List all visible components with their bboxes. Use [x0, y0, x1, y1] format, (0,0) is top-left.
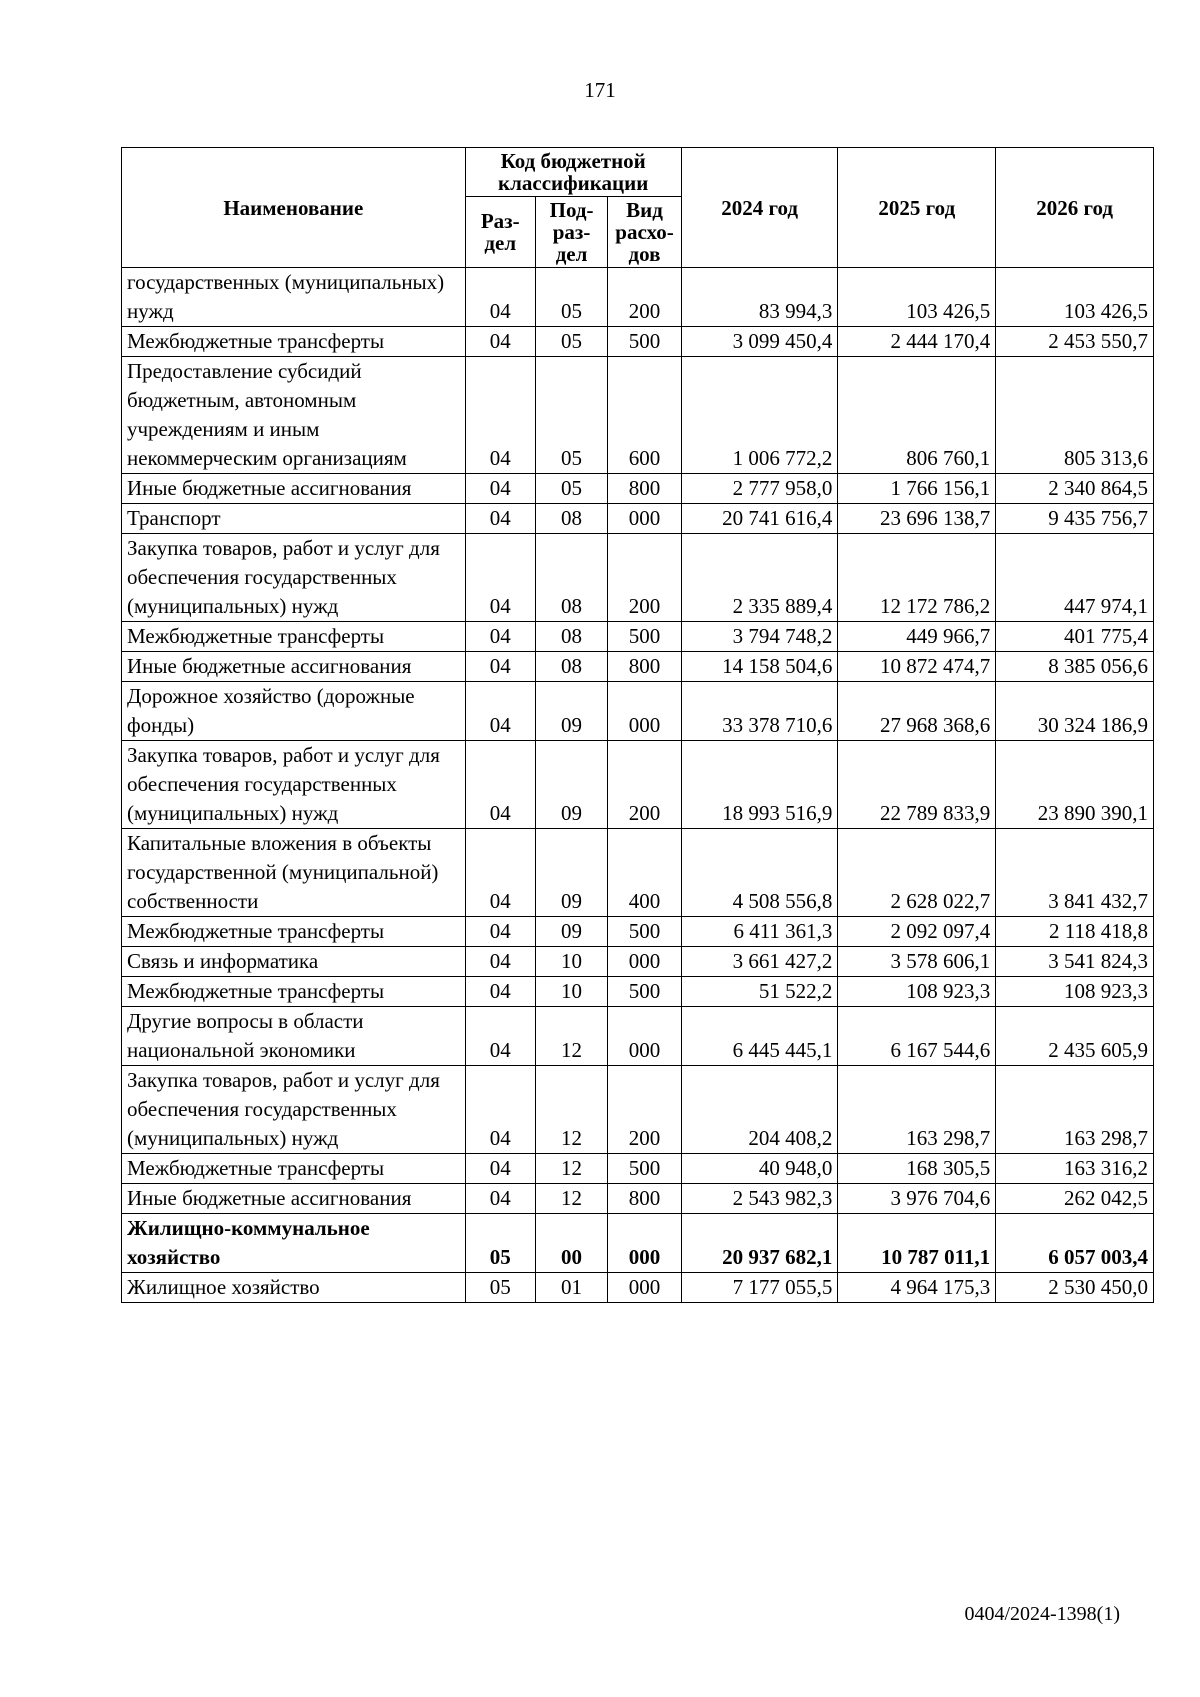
- cell-2024: 2 543 982,3: [681, 1184, 838, 1214]
- cell-2025: 23 696 138,7: [838, 504, 996, 534]
- cell-2026: 2 340 864,5: [996, 474, 1154, 504]
- budget-table: [121, 147, 1154, 1303]
- cell-2025: 103 426,5: [838, 268, 996, 327]
- table-body: [122, 268, 1154, 1303]
- table-row: [122, 327, 1154, 357]
- cell-name: Закупка товаров, работ и услуг для обеспечения государственных (муниципальных) нужд: [122, 741, 466, 829]
- cell-name: Межбюджетные трансферты: [122, 977, 466, 1007]
- cell-name: Транспорт: [122, 504, 466, 534]
- cell-razdel: 04: [465, 1066, 535, 1154]
- cell-2026: 2 435 605,9: [996, 1007, 1154, 1066]
- cell-vid: 500: [608, 917, 682, 947]
- cell-podrazdel: 09: [535, 829, 607, 917]
- cell-name: Закупка товаров, работ и услуг для обеспечения государственных (муниципальных) нужд: [122, 534, 466, 622]
- cell-podrazdel: 05: [535, 474, 607, 504]
- cell-podrazdel: 08: [535, 534, 607, 622]
- cell-2025: 22 789 833,9: [838, 741, 996, 829]
- cell-razdel: 04: [465, 652, 535, 682]
- cell-2026: 9 435 756,7: [996, 504, 1154, 534]
- cell-2024: 1 006 772,2: [681, 357, 838, 474]
- table-row: [122, 1066, 1154, 1154]
- table-row: [122, 534, 1154, 622]
- cell-2026: 447 974,1: [996, 534, 1154, 622]
- cell-name: Предоставление субсидий бюджетным, автономным учреждениям и иным некоммерческим организациям: [122, 357, 466, 474]
- cell-razdel: 04: [465, 682, 535, 741]
- page-number: 171: [584, 78, 616, 102]
- header-2025: 2025 год: [838, 148, 996, 268]
- cell-podrazdel: 05: [535, 327, 607, 357]
- table-header: [122, 148, 1154, 268]
- cell-vid: 800: [608, 474, 682, 504]
- cell-vid: 200: [608, 268, 682, 327]
- cell-razdel: 04: [465, 917, 535, 947]
- cell-2026: 2 453 550,7: [996, 327, 1154, 357]
- cell-razdel: 05: [465, 1214, 535, 1273]
- table-row: [122, 1273, 1154, 1303]
- cell-razdel: 04: [465, 741, 535, 829]
- table-row: [122, 268, 1154, 327]
- cell-2025: 3 578 606,1: [838, 947, 996, 977]
- cell-2025: 806 760,1: [838, 357, 996, 474]
- cell-podrazdel: 10: [535, 977, 607, 1007]
- document-id: 0404/2024-1398(1): [964, 1603, 1120, 1625]
- table-row: [122, 1214, 1154, 1273]
- cell-podrazdel: 08: [535, 622, 607, 652]
- cell-2026: 163 316,2: [996, 1154, 1154, 1184]
- cell-2024: 7 177 055,5: [681, 1273, 838, 1303]
- cell-vid: 800: [608, 1184, 682, 1214]
- cell-vid: 000: [608, 682, 682, 741]
- cell-name: Иные бюджетные ассигнования: [122, 474, 466, 504]
- cell-vid: 500: [608, 977, 682, 1007]
- cell-name: Иные бюджетные ассигнования: [122, 652, 466, 682]
- cell-2026: 163 298,7: [996, 1066, 1154, 1154]
- cell-2024: 4 508 556,8: [681, 829, 838, 917]
- cell-razdel: 05: [465, 1273, 535, 1303]
- table-row: [122, 652, 1154, 682]
- cell-2024: 3 661 427,2: [681, 947, 838, 977]
- header-name: Наименование: [122, 148, 466, 268]
- cell-2024: 6 445 445,1: [681, 1007, 838, 1066]
- cell-podrazdel: 09: [535, 682, 607, 741]
- cell-name: Межбюджетные трансферты: [122, 622, 466, 652]
- header-vid: Вид расхо-дов: [608, 197, 682, 268]
- cell-podrazdel: 09: [535, 917, 607, 947]
- cell-2025: 27 968 368,6: [838, 682, 996, 741]
- cell-vid: 500: [608, 622, 682, 652]
- cell-vid: 200: [608, 741, 682, 829]
- cell-2026: 108 923,3: [996, 977, 1154, 1007]
- table-row: [122, 977, 1154, 1007]
- cell-podrazdel: 12: [535, 1154, 607, 1184]
- table-row: [122, 829, 1154, 917]
- cell-name: Связь и информатика: [122, 947, 466, 977]
- cell-2026: 6 057 003,4: [996, 1214, 1154, 1273]
- cell-vid: 000: [608, 1007, 682, 1066]
- cell-2024: 3 794 748,2: [681, 622, 838, 652]
- cell-razdel: 04: [465, 1184, 535, 1214]
- cell-razdel: 04: [465, 268, 535, 327]
- table-row: [122, 357, 1154, 474]
- table-row: [122, 947, 1154, 977]
- cell-2024: 40 948,0: [681, 1154, 838, 1184]
- cell-name: Капитальные вложения в объекты государственной (муниципальной) собственности: [122, 829, 466, 917]
- cell-2024: 51 522,2: [681, 977, 838, 1007]
- cell-razdel: 04: [465, 977, 535, 1007]
- cell-2026: 2 530 450,0: [996, 1273, 1154, 1303]
- cell-vid: 000: [608, 504, 682, 534]
- cell-2026: 401 775,4: [996, 622, 1154, 652]
- cell-vid: 200: [608, 1066, 682, 1154]
- cell-2025: 4 964 175,3: [838, 1273, 996, 1303]
- cell-2024: 33 378 710,6: [681, 682, 838, 741]
- cell-2025: 168 305,5: [838, 1154, 996, 1184]
- cell-podrazdel: 12: [535, 1007, 607, 1066]
- table-row: [122, 504, 1154, 534]
- cell-razdel: 04: [465, 947, 535, 977]
- cell-2025: 6 167 544,6: [838, 1007, 996, 1066]
- table-row: [122, 622, 1154, 652]
- cell-razdel: 04: [465, 504, 535, 534]
- cell-razdel: 04: [465, 327, 535, 357]
- cell-name: Межбюджетные трансферты: [122, 1154, 466, 1184]
- cell-2026: 8 385 056,6: [996, 652, 1154, 682]
- cell-2024: 2 335 889,4: [681, 534, 838, 622]
- cell-2025: 10 787 011,1: [838, 1214, 996, 1273]
- cell-2025: 3 976 704,6: [838, 1184, 996, 1214]
- cell-vid: 000: [608, 1273, 682, 1303]
- table-row: [122, 1184, 1154, 1214]
- cell-2025: 2 628 022,7: [838, 829, 996, 917]
- cell-2025: 1 766 156,1: [838, 474, 996, 504]
- cell-name: государственных (муниципальных) нужд: [122, 268, 466, 327]
- cell-2024: 14 158 504,6: [681, 652, 838, 682]
- cell-name: Другие вопросы в области национальной экономики: [122, 1007, 466, 1066]
- cell-2025: 163 298,7: [838, 1066, 996, 1154]
- cell-name: Межбюджетные трансферты: [122, 327, 466, 357]
- header-razdel: Раз-дел: [465, 197, 535, 268]
- cell-vid: 800: [608, 652, 682, 682]
- cell-podrazdel: 05: [535, 268, 607, 327]
- cell-razdel: 04: [465, 622, 535, 652]
- cell-razdel: 04: [465, 1154, 535, 1184]
- cell-vid: 400: [608, 829, 682, 917]
- table-row: [122, 682, 1154, 741]
- cell-podrazdel: 05: [535, 357, 607, 474]
- cell-name: Закупка товаров, работ и услуг для обеспечения государственных (муниципальных) нужд: [122, 1066, 466, 1154]
- cell-vid: 000: [608, 947, 682, 977]
- cell-podrazdel: 00: [535, 1214, 607, 1273]
- cell-podrazdel: 01: [535, 1273, 607, 1303]
- header-2024: 2024 год: [681, 148, 838, 268]
- cell-razdel: 04: [465, 829, 535, 917]
- header-code-group: Код бюджетной классификации: [465, 148, 681, 197]
- cell-2024: 2 777 958,0: [681, 474, 838, 504]
- cell-2026: 30 324 186,9: [996, 682, 1154, 741]
- cell-2025: 2 444 170,4: [838, 327, 996, 357]
- cell-vid: 600: [608, 357, 682, 474]
- cell-2026: 3 841 432,7: [996, 829, 1154, 917]
- cell-vid: 200: [608, 534, 682, 622]
- cell-2025: 2 092 097,4: [838, 917, 996, 947]
- table-row: [122, 474, 1154, 504]
- cell-podrazdel: 12: [535, 1184, 607, 1214]
- cell-2024: 20 937 682,1: [681, 1214, 838, 1273]
- cell-name: Межбюджетные трансферты: [122, 917, 466, 947]
- cell-2026: 262 042,5: [996, 1184, 1154, 1214]
- cell-vid: 000: [608, 1214, 682, 1273]
- cell-2025: 12 172 786,2: [838, 534, 996, 622]
- cell-podrazdel: 09: [535, 741, 607, 829]
- cell-podrazdel: 08: [535, 504, 607, 534]
- cell-razdel: 04: [465, 357, 535, 474]
- cell-2026: 2 118 418,8: [996, 917, 1154, 947]
- cell-2025: 449 966,7: [838, 622, 996, 652]
- cell-2024: 3 099 450,4: [681, 327, 838, 357]
- cell-2024: 6 411 361,3: [681, 917, 838, 947]
- cell-2024: 20 741 616,4: [681, 504, 838, 534]
- cell-name: Жилищное хозяйство: [122, 1273, 466, 1303]
- cell-podrazdel: 12: [535, 1066, 607, 1154]
- header-podrazdel: Под-раз-дел: [535, 197, 607, 268]
- cell-2024: 18 993 516,9: [681, 741, 838, 829]
- cell-name: Иные бюджетные ассигнования: [122, 1184, 466, 1214]
- table-row: [122, 917, 1154, 947]
- table-row: [122, 1007, 1154, 1066]
- cell-name: Жилищно-коммунальное хозяйство: [122, 1214, 466, 1273]
- cell-2024: 83 994,3: [681, 268, 838, 327]
- cell-2026: 805 313,6: [996, 357, 1154, 474]
- table-row: [122, 741, 1154, 829]
- cell-2025: 10 872 474,7: [838, 652, 996, 682]
- cell-2026: 103 426,5: [996, 268, 1154, 327]
- cell-name: Дорожное хозяйство (дорожные фонды): [122, 682, 466, 741]
- cell-2025: 108 923,3: [838, 977, 996, 1007]
- cell-podrazdel: 10: [535, 947, 607, 977]
- cell-podrazdel: 08: [535, 652, 607, 682]
- cell-2024: 204 408,2: [681, 1066, 838, 1154]
- header-2026: 2026 год: [996, 148, 1154, 268]
- cell-razdel: 04: [465, 534, 535, 622]
- cell-2026: 3 541 824,3: [996, 947, 1154, 977]
- cell-razdel: 04: [465, 1007, 535, 1066]
- cell-2026: 23 890 390,1: [996, 741, 1154, 829]
- cell-vid: 500: [608, 1154, 682, 1184]
- cell-vid: 500: [608, 327, 682, 357]
- cell-razdel: 04: [465, 474, 535, 504]
- table-row: [122, 1154, 1154, 1184]
